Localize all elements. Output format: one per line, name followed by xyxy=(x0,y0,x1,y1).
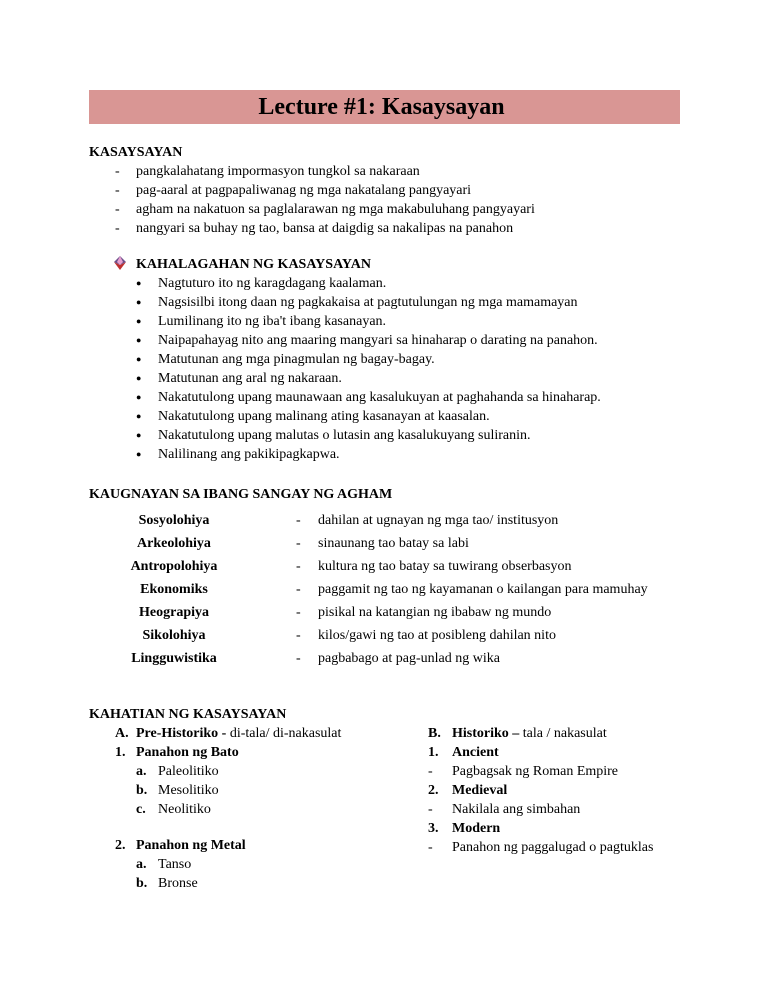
related-term: Lingguwistika xyxy=(131,651,217,666)
related-term: Heograpiya xyxy=(139,605,209,620)
metal-marker: a. xyxy=(136,857,147,872)
stone-marker: b. xyxy=(136,783,148,798)
historic-item-marker: 2. xyxy=(428,783,439,798)
related-row xyxy=(0,579,768,601)
historic-item: Pagbagsak ng Roman Empire xyxy=(452,764,619,779)
related-separator: - xyxy=(296,605,301,620)
historic-line xyxy=(452,724,607,743)
historic-item-marker: - xyxy=(428,764,433,779)
kasaysayan-item: pag-aaral at pagpapaliwanag ng mga nakatalang pangyayari xyxy=(136,183,472,198)
related-row xyxy=(0,556,768,578)
importance-item: Matutunan ang mga pinagmulan ng bagay-bagay. xyxy=(158,352,435,367)
page-title: Lecture #1: Kasaysayan xyxy=(258,94,505,120)
bullet-icon: ● xyxy=(136,411,142,421)
kasaysayan-item: pangkalahatang impormasyon tungkol sa nakaraan xyxy=(136,164,420,179)
related-definition: pisikal na katangian ng ibabaw ng mundo xyxy=(318,605,552,620)
stone-item: Neolitiko xyxy=(158,802,211,817)
metal-marker: b. xyxy=(136,876,148,891)
stone-age-label: Panahon ng Bato xyxy=(136,745,239,760)
bullet-icon: ● xyxy=(136,392,142,402)
historic-item: Panahon ng paggalugad o pagtuklas xyxy=(452,840,654,855)
importance-item: Nakatutulong upang malinang ating kasanayan at kaasalan. xyxy=(158,409,490,424)
division-heading: KAHATIAN NG KASAYSAYAN xyxy=(89,707,287,722)
related-separator: - xyxy=(296,536,301,551)
related-term: Sosyolohiya xyxy=(138,513,210,528)
prehistoric-label: Pre-Historiko - xyxy=(136,726,227,741)
related-term: Arkeolohiya xyxy=(137,536,211,551)
historic-item-marker: - xyxy=(428,802,433,817)
importance-item: Nalilinang ang pakikipagkapwa. xyxy=(158,447,340,462)
related-definition: kultura ng tao batay sa tuwirang obserbasyon xyxy=(318,559,572,574)
related-row xyxy=(0,625,768,647)
related-separator: - xyxy=(296,513,301,528)
historic-desc: tala / nakasulat xyxy=(519,726,607,741)
stone-age-marker: 1. xyxy=(115,745,126,760)
bullet-icon: ● xyxy=(136,335,142,345)
related-row xyxy=(0,510,768,532)
related-heading: KAUGNAYAN SA IBANG SANGAY NG AGHAM xyxy=(89,487,393,502)
importance-heading: KAHALAGAHAN NG KASAYSAYAN xyxy=(136,257,371,272)
historic-item: Modern xyxy=(452,821,501,836)
dash-marker: - xyxy=(115,221,120,236)
related-row xyxy=(0,648,768,670)
metal-item: Bronse xyxy=(158,876,198,891)
related-definition: dahilan at ugnayan ng mga tao/ institusyon xyxy=(318,513,559,528)
stone-marker: a. xyxy=(136,764,147,779)
bullet-icon: ● xyxy=(136,430,142,440)
related-term: Sikolohiya xyxy=(142,628,206,643)
importance-item: Matutunan ang aral ng nakaraan. xyxy=(158,371,342,386)
stone-item: Mesolitiko xyxy=(158,783,219,798)
dash-marker: - xyxy=(115,183,120,198)
prehistoric-marker: A. xyxy=(115,726,129,741)
diamond-arrow-icon xyxy=(114,256,126,270)
importance-item: Nagsisilbi itong daan ng pagkakaisa at pagtutulungan ng mga mamamayan xyxy=(158,295,578,310)
bullet-icon: ● xyxy=(136,278,142,288)
related-row xyxy=(0,602,768,624)
historic-label: Historiko – xyxy=(452,726,520,741)
related-definition: sinaunang tao batay sa labi xyxy=(318,536,469,551)
historic-item: Nakilala ang simbahan xyxy=(452,802,581,817)
related-term: Ekonomiks xyxy=(140,582,208,597)
bullet-icon: ● xyxy=(136,449,142,459)
bullet-icon: ● xyxy=(136,297,142,307)
bullet-icon: ● xyxy=(136,373,142,383)
bullet-icon: ● xyxy=(136,354,142,364)
prehistoric-desc: di-tala/ di-nakasulat xyxy=(226,726,342,741)
historic-item-marker: 1. xyxy=(428,745,439,760)
related-term: Antropolohiya xyxy=(130,559,218,574)
prehistoric-line xyxy=(136,724,341,743)
historic-item-marker: - xyxy=(428,840,433,855)
related-definition: kilos/gawi ng tao at posibleng dahilan nito xyxy=(318,628,556,643)
section-heading-kasaysayan: KASAYSAYAN xyxy=(89,145,183,160)
dash-marker: - xyxy=(115,164,120,179)
title-banner xyxy=(89,90,680,124)
related-separator: - xyxy=(296,628,301,643)
related-row xyxy=(0,533,768,555)
kasaysayan-item: nangyari sa buhay ng tao, bansa at daigdig sa nakalipas na panahon xyxy=(136,221,514,236)
related-definition: paggamit ng tao ng kayamanan o kailangan para mamuhay xyxy=(318,582,648,597)
importance-item: Naipapahayag nito ang maaring mangyari sa hinaharap o darating na panahon. xyxy=(158,333,598,348)
historic-item: Medieval xyxy=(452,783,508,798)
metal-age-marker: 2. xyxy=(115,838,126,853)
kasaysayan-item: agham na nakatuon sa paglalarawan ng mga makabuluhang pangyayari xyxy=(136,202,535,217)
importance-item: Nagtuturo ito ng karagdagang kaalaman. xyxy=(158,276,387,291)
related-definition: pagbabago at pag-unlad ng wika xyxy=(318,651,500,666)
dash-marker: - xyxy=(115,202,120,217)
metal-item: Tanso xyxy=(158,857,192,872)
stone-item: Paleolitiko xyxy=(158,764,219,779)
metal-age-label: Panahon ng Metal xyxy=(136,838,246,853)
related-separator: - xyxy=(296,559,301,574)
historic-item: Ancient xyxy=(452,745,499,760)
importance-item: Nakatutulong upang malutas o lutasin ang kasalukuyang suliranin. xyxy=(158,428,531,443)
importance-item: Nakatutulong upang maunawaan ang kasalukuyan at paghahanda sa hinaharap. xyxy=(158,390,601,405)
stone-marker: c. xyxy=(136,802,146,817)
related-separator: - xyxy=(296,582,301,597)
importance-item: Lumilinang ito ng iba't ibang kasanayan. xyxy=(158,314,387,329)
historic-marker: B. xyxy=(428,726,441,741)
related-separator: - xyxy=(296,651,301,666)
bullet-icon: ● xyxy=(136,316,142,326)
historic-item-marker: 3. xyxy=(428,821,439,836)
